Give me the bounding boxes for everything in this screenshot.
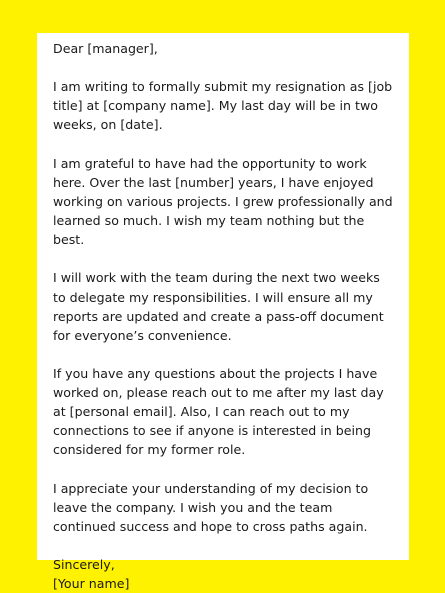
letter-paragraph-5: I appreciate your understanding of my decision to leave the company. I wish you and the team continued success and hope to cross paths again. [53, 480, 369, 534]
letter-closing [53, 555, 395, 593]
letter-greeting: Dear [manager], [53, 41, 158, 56]
letter-page [37, 33, 409, 592]
letter-paragraph-4: If you have any questions about the projects I have worked on, please reach out to me after my last day at [personal email]. Also, I can reach out to my connections to see if anyone is interested in being considered for my former role. [53, 365, 384, 458]
sign-off: Sincerely, [53, 557, 115, 573]
letter-paragraph-1: I am writing to formally submit my resignation as [job title] at [company name]. My last day will be in two weeks, on [date]. [53, 79, 393, 133]
letter-paragraph-3: I will work with the team during the next two weeks to delegate my responsibilities. I will ensure all my reports are updated and create a pass-off document for everyone’s convenience. [53, 270, 384, 343]
letter-paragraph-2: I am grateful to have had the opportunity to work here. Over the last [number] years, I have enjoyed working on various projects. I grew professionally and learned so much. I wish my team nothing but the best. [53, 155, 393, 248]
signature: [Your name] [53, 576, 130, 592]
